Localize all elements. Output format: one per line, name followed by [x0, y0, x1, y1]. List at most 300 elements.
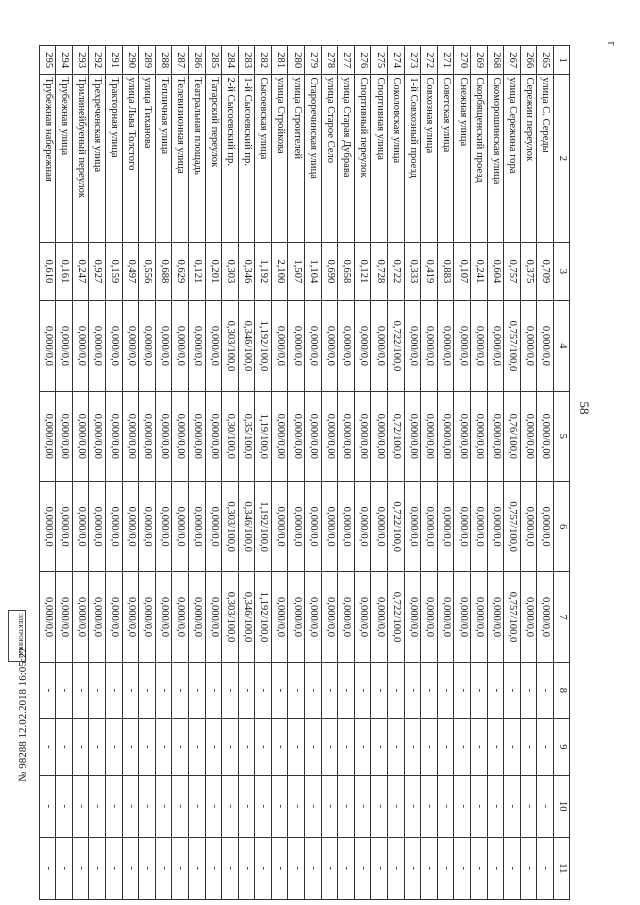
header-cell: 7 [554, 572, 570, 662]
table-row [205, 46, 222, 900]
table-cell: - [504, 719, 521, 775]
table-cell: - [520, 662, 537, 718]
table-cell: 0,000/0,0 [105, 572, 122, 662]
table-cell: 0,000/0,0 [338, 301, 355, 391]
table-row [321, 46, 338, 900]
table-cell: 0,000/0,0 [371, 572, 388, 662]
table-cell: 278 [321, 46, 338, 75]
table-cell: 0,000/0,0 [537, 572, 554, 662]
table-cell: 0,000/0,0 [421, 572, 438, 662]
table-cell: - [72, 775, 89, 837]
table-cell: 0,000/0,00 [321, 391, 338, 481]
table-cell: Спортивная улица [371, 75, 388, 242]
table-cell: - [404, 662, 421, 718]
table-cell: - [72, 719, 89, 775]
table-cell: Театральная площадь [188, 75, 205, 242]
table-row [305, 46, 322, 900]
table-cell: 0,419 [421, 242, 438, 301]
table-cell: - [172, 662, 189, 718]
table-cell: 265 [537, 46, 554, 75]
table-cell: - [222, 662, 239, 718]
table-cell: 0,000/0,0 [421, 301, 438, 391]
table-row [404, 46, 421, 900]
table-cell: 0,000/0,0 [155, 481, 172, 571]
table-cell: - [238, 837, 255, 899]
table-cell: 0,000/0,0 [354, 572, 371, 662]
table-cell: - [437, 775, 454, 837]
table-row [437, 46, 454, 900]
roads-table [39, 45, 570, 900]
table-cell: Татарский переулок [205, 75, 222, 242]
table-cell: - [421, 662, 438, 718]
table-cell: 0,121 [188, 242, 205, 301]
table-cell: 0,722/100,0 [388, 572, 405, 662]
table-cell: 0,722 [388, 242, 405, 301]
table-cell: - [89, 662, 106, 718]
table-cell: 0,722/100,0 [388, 481, 405, 571]
table-cell: - [172, 837, 189, 899]
table-cell: 0,346/100,0 [238, 301, 255, 391]
table-cell: 0,728 [371, 242, 388, 301]
table-row [271, 46, 288, 900]
table-row [388, 46, 405, 900]
table-cell: - [520, 719, 537, 775]
table-cell: - [155, 662, 172, 718]
table-cell: 0,000/0,0 [321, 481, 338, 571]
table-cell: 0,000/0,00 [305, 391, 322, 481]
table-cell: - [139, 719, 156, 775]
table-cell: 0,000/0,0 [487, 301, 504, 391]
table-cell: - [388, 837, 405, 899]
table-cell: 0,757/100,0 [504, 572, 521, 662]
table-cell: Трубежная набережная [39, 75, 56, 242]
table-cell: 0,346/100,0 [238, 572, 255, 662]
table-row [454, 46, 471, 900]
table-cell: 0,000/0,0 [155, 572, 172, 662]
table-cell: 0,000/0,0 [305, 301, 322, 391]
table-cell: - [471, 719, 488, 775]
table-cell: - [388, 662, 405, 718]
table-cell: - [271, 775, 288, 837]
table-cell: 0,658 [338, 242, 355, 301]
table-cell: 0,000/0,0 [454, 301, 471, 391]
table-cell: - [139, 775, 156, 837]
table-cell: 0,000/0,0 [205, 572, 222, 662]
table-cell: - [56, 775, 73, 837]
table-cell: 0,303/100,0 [222, 301, 239, 391]
stamp-label: ЭЛЕКТРОННЫЙ [17, 613, 23, 658]
table-cell: - [354, 775, 371, 837]
table-cell: 287 [172, 46, 189, 75]
table-cell: Скоморошинская улица [487, 75, 504, 242]
header-cell: 1 [554, 46, 570, 75]
table-cell: 0,000/0,0 [520, 572, 537, 662]
table-cell: 0,000/0,0 [520, 301, 537, 391]
table-cell: - [56, 719, 73, 775]
table-cell: - [537, 662, 554, 718]
table-cell: - [321, 775, 338, 837]
table-cell: 0,000/0,00 [437, 391, 454, 481]
table-cell: 0,610 [39, 242, 56, 301]
table-row [354, 46, 371, 900]
table-cell: 0,000/0,0 [321, 301, 338, 391]
table-cell: Трубежная улица [56, 75, 73, 242]
table-cell: - [271, 719, 288, 775]
table-cell: 1,19/100,0 [255, 391, 272, 481]
table-cell: улица Старое Село [321, 75, 338, 242]
table-cell: 0,121 [354, 242, 371, 301]
table-cell: - [255, 719, 272, 775]
table-cell: 0,000/0,0 [404, 301, 421, 391]
table-row [122, 46, 139, 900]
table-cell: 0,000/0,0 [89, 481, 106, 571]
table-cell: 0,000/0,00 [404, 391, 421, 481]
table-cell: - [56, 662, 73, 718]
table-cell: - [454, 775, 471, 837]
table-cell: 266 [520, 46, 537, 75]
table-cell: 0,000/0,00 [89, 391, 106, 481]
table-cell: 270 [454, 46, 471, 75]
table-cell: - [321, 662, 338, 718]
table-cell: 0,000/0,0 [105, 301, 122, 391]
table-cell: 0,303/100,0 [222, 572, 239, 662]
table-cell: 0,000/0,0 [122, 572, 139, 662]
table-row [172, 46, 189, 900]
table-row [238, 46, 255, 900]
table-cell: 285 [205, 46, 222, 75]
table-cell: - [255, 775, 272, 837]
table-cell: 286 [188, 46, 205, 75]
table-cell: 0,000/0,0 [520, 481, 537, 571]
table-cell: 0,159 [105, 242, 122, 301]
table-cell: 0,000/0,0 [354, 481, 371, 571]
table-cell: - [537, 837, 554, 899]
table-cell: 277 [338, 46, 355, 75]
table-cell: - [139, 662, 156, 718]
header-cell: 3 [554, 242, 570, 301]
table-cell: - [105, 837, 122, 899]
table-cell: 0,000/0,00 [122, 391, 139, 481]
table-cell: 0,000/0,00 [172, 391, 189, 481]
table-cell: 0,000/0,0 [338, 572, 355, 662]
table-cell: 0,690 [321, 242, 338, 301]
table-cell: 0,000/0,0 [437, 301, 454, 391]
table-cell: 1,104 [305, 242, 322, 301]
table-cell: 0,000/0,0 [321, 572, 338, 662]
table-cell: - [122, 719, 139, 775]
table-cell: Соколовская улица [388, 75, 405, 242]
table-cell: 0,000/0,0 [105, 481, 122, 571]
table-cell: улица Стройкова [271, 75, 288, 242]
table-row [89, 46, 106, 900]
table-cell: - [487, 719, 504, 775]
table-cell: 0,757/100,0 [504, 481, 521, 571]
table-cell: Трилинейбуеный переулок [72, 75, 89, 242]
table-cell: - [388, 775, 405, 837]
table-row [222, 46, 239, 900]
table-cell: 0,333 [404, 242, 421, 301]
table-cell: 0,000/0,0 [155, 301, 172, 391]
page-number: 58 [577, 401, 592, 415]
table-cell: 0,000/0,0 [39, 481, 56, 571]
table-cell: - [56, 837, 73, 899]
table-cell: улица С. Середы [537, 75, 554, 242]
table-cell: 0,000/0,0 [288, 481, 305, 571]
table-cell: 1,192/100,0 [255, 301, 272, 391]
table-cell: 0,000/0,0 [454, 481, 471, 571]
table-cell: 0,757/100,0 [504, 301, 521, 391]
table-cell: - [222, 719, 239, 775]
table-cell: 274 [388, 46, 405, 75]
table-cell: улица Тиханова [139, 75, 156, 242]
table-cell: 0,000/0,0 [89, 572, 106, 662]
header-cell: 6 [554, 481, 570, 571]
table-cell: - [354, 662, 371, 718]
table-cell: 284 [222, 46, 239, 75]
table-row [338, 46, 355, 900]
table-cell: - [155, 837, 172, 899]
table-cell: Тракторная улица [105, 75, 122, 242]
table-cell: 281 [271, 46, 288, 75]
table-cell: - [89, 837, 106, 899]
table-cell: 0,72/100,0 [388, 391, 405, 481]
table-cell: 279 [305, 46, 322, 75]
table-cell: 0,000/0,0 [205, 301, 222, 391]
table-row [487, 46, 504, 900]
table-cell: 0,161 [56, 242, 73, 301]
table-cell: 290 [122, 46, 139, 75]
table-cell: 0,000/0,00 [271, 391, 288, 481]
table-cell: 2,100 [271, 242, 288, 301]
header-cell: 2 [554, 75, 570, 242]
table-header-row [554, 46, 570, 900]
table-cell: 0,722/100,0 [388, 301, 405, 391]
table-cell: - [39, 837, 56, 899]
table-cell: 1,507 [288, 242, 305, 301]
table-cell: 1-й Совхозный проезд [404, 75, 421, 242]
table-cell: 275 [371, 46, 388, 75]
table-cell: 0,000/0,0 [72, 572, 89, 662]
table-area [42, 45, 570, 900]
table-cell: 283 [238, 46, 255, 75]
table-cell: 0,000/0,00 [537, 391, 554, 481]
table-cell: 0,629 [172, 242, 189, 301]
table-cell: - [321, 837, 338, 899]
table-cell: 0,000/0,00 [371, 391, 388, 481]
table-cell: - [520, 837, 537, 899]
table-cell: - [288, 775, 305, 837]
table-cell: 0,000/0,0 [172, 481, 189, 571]
table-cell: 276 [354, 46, 371, 75]
table-cell: 0,000/0,00 [39, 391, 56, 481]
table-cell: 269 [471, 46, 488, 75]
table-cell: - [338, 775, 355, 837]
table-cell: - [454, 662, 471, 718]
table-cell: - [188, 719, 205, 775]
table-cell: 292 [89, 46, 106, 75]
table-cell: 0,000/0,0 [122, 481, 139, 571]
table-cell: - [437, 662, 454, 718]
table-cell: - [238, 775, 255, 837]
table-cell: 295 [39, 46, 56, 75]
table-cell: 268 [487, 46, 504, 75]
table-row [188, 46, 205, 900]
table-cell: 0,000/0,0 [437, 481, 454, 571]
table-cell: - [72, 662, 89, 718]
rotated-table-container [42, 45, 570, 900]
table-row [39, 46, 56, 900]
table-cell: 0,000/0,0 [56, 572, 73, 662]
table-cell: - [338, 719, 355, 775]
table-cell: 0,000/0,0 [139, 572, 156, 662]
table-cell: - [520, 775, 537, 837]
table-cell: 0,000/0,0 [305, 481, 322, 571]
table-cell: 0,346/100,0 [238, 481, 255, 571]
table-cell: - [504, 775, 521, 837]
table-cell: - [188, 775, 205, 837]
table-cell: 280 [288, 46, 305, 75]
table-cell: 0,241 [471, 242, 488, 301]
table-cell: - [305, 662, 322, 718]
table-cell: 0,000/0,0 [139, 301, 156, 391]
header-cell: 9 [554, 719, 570, 775]
table-cell: - [155, 719, 172, 775]
table-cell: 0,000/0,00 [454, 391, 471, 481]
table-cell: - [371, 719, 388, 775]
table-cell: - [205, 837, 222, 899]
table-cell: 0,107 [454, 242, 471, 301]
table-cell: - [421, 719, 438, 775]
table-cell: - [354, 719, 371, 775]
table-cell: 0,000/0,0 [188, 572, 205, 662]
table-cell: 2-й Сысоевский пр. [222, 75, 239, 242]
table-cell: - [404, 837, 421, 899]
table-cell: 0,000/0,0 [205, 481, 222, 571]
table-cell: - [321, 719, 338, 775]
table-cell: 272 [421, 46, 438, 75]
table-cell: - [172, 775, 189, 837]
table-cell: 0,000/0,0 [487, 481, 504, 571]
table-cell: 0,000/0,00 [72, 391, 89, 481]
table-cell: - [354, 837, 371, 899]
table-cell: 0,927 [89, 242, 106, 301]
table-cell: 0,000/0,00 [56, 391, 73, 481]
table-row [105, 46, 122, 900]
table-cell: - [338, 837, 355, 899]
table-cell: - [105, 719, 122, 775]
table-cell: 0,000/0,0 [72, 481, 89, 571]
table-cell: 0,303 [222, 242, 239, 301]
table-cell: - [537, 775, 554, 837]
table-cell: 0,000/0,0 [471, 301, 488, 391]
table-cell: Снежная улица [454, 75, 471, 242]
table-cell: 0,30/100,0 [222, 391, 239, 481]
table-cell: - [371, 837, 388, 899]
table-cell: 0,000/0,00 [288, 391, 305, 481]
table-cell: 0,000/0,0 [305, 572, 322, 662]
table-cell: Тепличная улица [155, 75, 172, 242]
table-cell: 0,000/0,0 [487, 572, 504, 662]
table-cell: - [404, 775, 421, 837]
table-cell: - [338, 662, 355, 718]
table-cell: 0,709 [537, 242, 554, 301]
table-cell: 0,000/0,0 [271, 572, 288, 662]
table-cell: - [89, 775, 106, 837]
table-cell: - [437, 719, 454, 775]
table-row [56, 46, 73, 900]
table-row [421, 46, 438, 900]
corner-mark: r [605, 41, 620, 46]
table-cell: 1,192/100,0 [255, 572, 272, 662]
table-cell: - [39, 775, 56, 837]
table-cell: - [471, 837, 488, 899]
table-cell: - [437, 837, 454, 899]
table-cell: - [139, 837, 156, 899]
table-cell: 0,604 [487, 242, 504, 301]
table-cell: 0,000/0,0 [537, 481, 554, 571]
table-cell: - [188, 837, 205, 899]
header-cell: 5 [554, 391, 570, 481]
table-cell: 0,000/0,00 [354, 391, 371, 481]
table-cell: 0,000/0,0 [172, 572, 189, 662]
table-cell: - [255, 837, 272, 899]
table-cell: - [487, 837, 504, 899]
table-cell: - [122, 662, 139, 718]
table-cell: 0,000/0,0 [537, 301, 554, 391]
table-row [504, 46, 521, 900]
table-row [520, 46, 537, 900]
table-cell: 0,000/0,00 [105, 391, 122, 481]
table-cell: 0,000/0,0 [288, 301, 305, 391]
table-cell: - [305, 837, 322, 899]
header-cell: 11 [554, 837, 570, 899]
table-cell: 0,000/0,0 [139, 481, 156, 571]
table-cell: - [504, 662, 521, 718]
table-cell: - [105, 662, 122, 718]
table-cell: - [471, 662, 488, 718]
table-row [155, 46, 172, 900]
table-cell: - [222, 775, 239, 837]
table-cell: 0,000/0,0 [404, 481, 421, 571]
table-cell: - [371, 662, 388, 718]
table-cell: Трехреченская улица [89, 75, 106, 242]
table-cell: - [404, 719, 421, 775]
table-cell: 267 [504, 46, 521, 75]
table-cell: - [288, 719, 305, 775]
table-cell: 0,757 [504, 242, 521, 301]
table-cell: 289 [139, 46, 156, 75]
table-cell: - [39, 719, 56, 775]
table-cell: 0,000/0,00 [155, 391, 172, 481]
table-body [39, 46, 569, 900]
table-cell: - [271, 662, 288, 718]
table-cell: 0,000/0,0 [371, 481, 388, 571]
table-cell: 0,000/0,0 [188, 301, 205, 391]
table-cell: 0,000/0,0 [56, 481, 73, 571]
table-cell: 0,000/0,00 [421, 391, 438, 481]
table-cell: - [39, 662, 56, 718]
table-cell: 0,000/0,0 [72, 301, 89, 391]
table-cell: 294 [56, 46, 73, 75]
table-cell: - [305, 775, 322, 837]
table-cell: 0,346 [238, 242, 255, 301]
table-cell: 0,000/0,00 [139, 391, 156, 481]
table-cell: 0,000/0,0 [271, 301, 288, 391]
table-cell: 0,201 [205, 242, 222, 301]
table-cell: 0,000/0,0 [471, 481, 488, 571]
table-cell: - [172, 719, 189, 775]
document-stamp-text: № 98288 12.02.2018 16:05:22 [17, 647, 29, 782]
